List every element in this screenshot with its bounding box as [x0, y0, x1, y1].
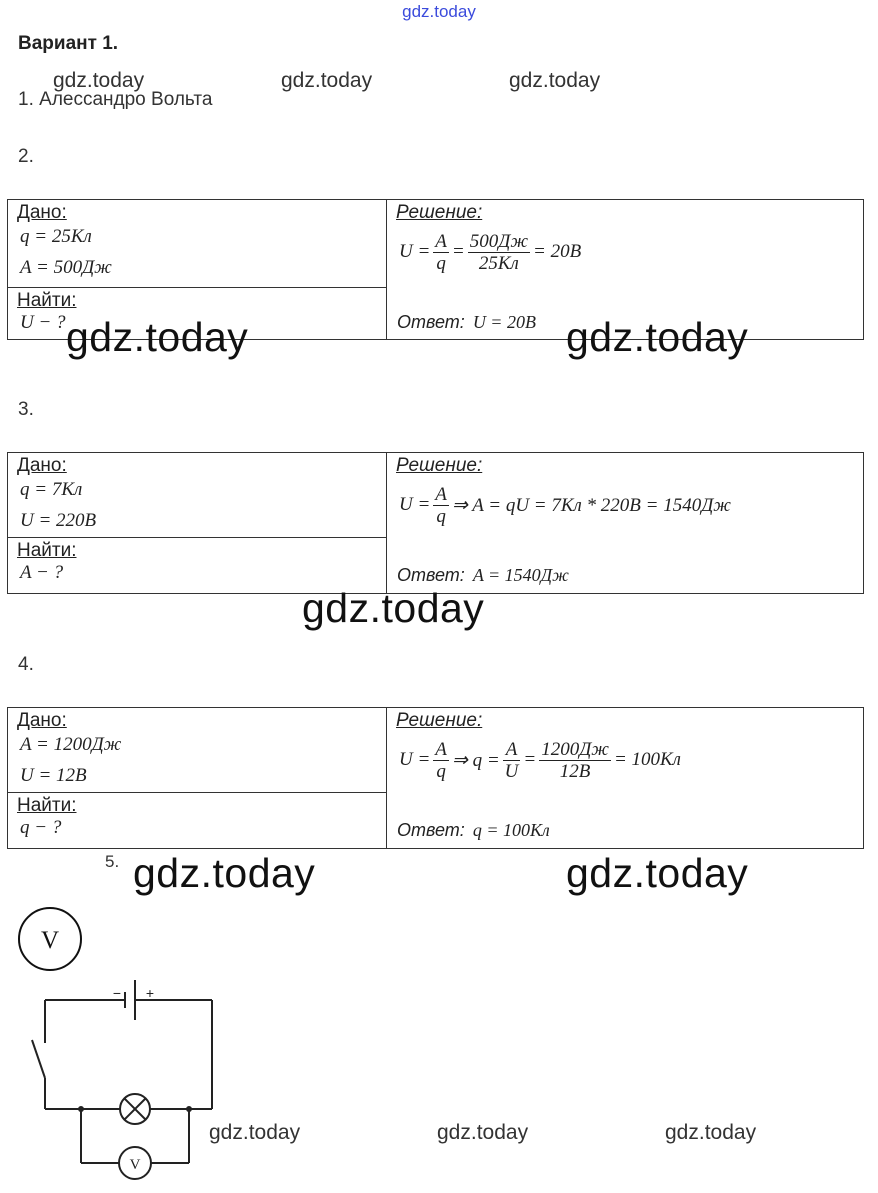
- numerator: 1200Дж: [541, 738, 609, 760]
- watermark: gdz.today: [209, 1121, 301, 1144]
- task2-given-q: q = 25Кл: [20, 226, 92, 247]
- formula-rhs: = 100Кл: [613, 749, 681, 770]
- solution-label: Решение:: [396, 202, 483, 223]
- fraction: [539, 739, 611, 782]
- task2-answer: [397, 312, 536, 333]
- fraction: [433, 739, 449, 782]
- task2-number: 2.: [18, 146, 34, 167]
- junction-dot: [78, 1106, 84, 1112]
- task3-number: 3.: [18, 399, 34, 420]
- answer-label: Ответ:: [397, 820, 465, 840]
- watermark-large: gdz.today: [66, 314, 249, 360]
- watermark: gdz.today: [665, 1121, 757, 1144]
- watermark-large: gdz.today: [302, 585, 485, 631]
- watermark-top: gdz.today: [402, 2, 476, 21]
- task4-given-u: U = 12В: [20, 765, 87, 786]
- fraction: [433, 484, 449, 527]
- voltmeter-symbol-label: V: [40, 927, 60, 954]
- voltmeter-symbol-icon: [16, 906, 86, 972]
- find-label: Найти:: [17, 290, 77, 311]
- solution-label: Решение:: [396, 710, 483, 731]
- answer-value: A = 1540Дж: [472, 565, 569, 585]
- formula-rhs: = 20В: [533, 241, 582, 262]
- fraction: [468, 231, 530, 274]
- numerator: A: [503, 739, 521, 761]
- task4-answer: [397, 820, 550, 841]
- task3-given-q: q = 7Кл: [20, 479, 83, 500]
- answer-label: Ответ:: [397, 565, 465, 585]
- fraction: [503, 739, 521, 782]
- denominator: 12В: [559, 760, 591, 782]
- task1-answer: Алессандро Вольта: [39, 89, 213, 110]
- task4-table: [7, 707, 864, 849]
- task3-given-cell: [8, 453, 387, 538]
- equals-sign: =: [451, 241, 465, 262]
- task4-find-cell: [8, 793, 387, 849]
- watermark: gdz.today: [281, 69, 373, 92]
- watermark-large: gdz.today: [566, 850, 749, 896]
- circuit-diagram: [28, 978, 228, 1190]
- task2-given-a: A = 500Дж: [20, 257, 112, 278]
- task2-find-value: U − ?: [20, 312, 66, 333]
- denominator: 25Кл: [478, 252, 519, 274]
- task1-number: 1.: [18, 89, 34, 110]
- denominator: q: [436, 760, 446, 782]
- task3-table: [7, 452, 864, 594]
- numerator: A: [435, 738, 447, 760]
- task2-solution-formula: [387, 224, 863, 280]
- task3-solution-cell: [387, 453, 864, 594]
- formula-lhs: U =: [399, 241, 431, 262]
- task4-solution-formula: [387, 732, 863, 788]
- formula-lhs: U =: [399, 494, 431, 515]
- numerator: A: [435, 483, 447, 505]
- formula-lhs: U =: [399, 749, 431, 770]
- task4-number: 4.: [18, 654, 34, 675]
- junction-dot: [186, 1106, 192, 1112]
- find-label: Найти:: [17, 540, 77, 561]
- solution-label: Решение:: [396, 455, 483, 476]
- task4-find-value: q − ?: [20, 817, 62, 838]
- task3-answer: [397, 565, 569, 586]
- formula-mid: ⇒ q =: [451, 749, 500, 771]
- given-label: Дано:: [17, 202, 67, 223]
- task4-given-cell: [8, 708, 387, 793]
- answer-value: U = 20В: [472, 312, 536, 332]
- watermark: gdz.today: [437, 1121, 529, 1144]
- watermark-large: gdz.today: [133, 850, 316, 896]
- task1-line: [18, 89, 212, 111]
- task2-given-cell: [8, 200, 387, 288]
- voltmeter-label: V: [129, 1157, 141, 1173]
- switch-icon: [32, 1040, 45, 1078]
- watermark-large: gdz.today: [566, 314, 749, 360]
- task4-given-a: A = 1200Дж: [20, 734, 122, 755]
- equals-sign: =: [523, 749, 537, 770]
- watermark: gdz.today: [53, 69, 145, 92]
- battery-plus-label: +: [145, 985, 155, 1001]
- denominator: q: [436, 252, 446, 274]
- given-label: Дано:: [17, 455, 67, 476]
- task5-number: 5.: [105, 852, 120, 871]
- fraction: [433, 231, 449, 274]
- task3-find-value: A − ?: [20, 562, 64, 583]
- task4-solution-cell: [387, 708, 864, 849]
- watermark: gdz.today: [509, 69, 601, 92]
- find-label: Найти:: [17, 795, 77, 816]
- answer-value: q = 100Кл: [472, 820, 550, 840]
- numerator: 500Дж: [469, 230, 528, 252]
- given-label: Дано:: [17, 710, 67, 731]
- answer-label: Ответ:: [397, 312, 465, 332]
- battery-minus-label: −: [112, 985, 122, 1001]
- formula-rest: ⇒ A = qU = 7Кл * 220В = 1540Дж: [451, 494, 731, 516]
- page-title: Вариант 1.: [18, 33, 119, 54]
- numerator: A: [435, 230, 447, 252]
- denominator: U: [504, 760, 519, 782]
- denominator: q: [436, 505, 446, 527]
- task3-solution-formula: [387, 477, 863, 533]
- task3-given-u: U = 220В: [20, 510, 97, 531]
